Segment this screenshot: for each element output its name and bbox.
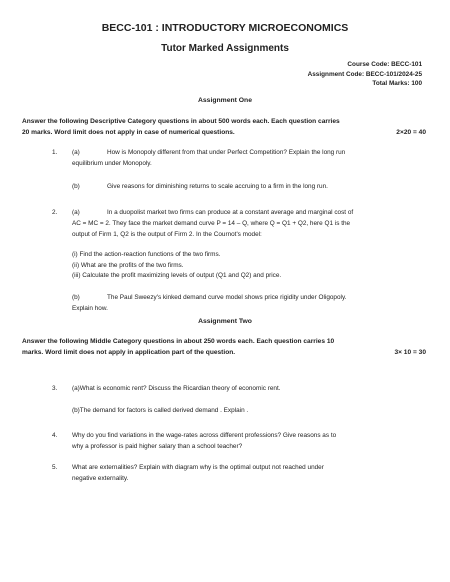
assignment-one-instructions	[22, 116, 426, 138]
document-title: Tutor Marked Assignments	[161, 43, 289, 54]
part-label: (a)	[72, 149, 80, 156]
question-1b	[72, 181, 432, 192]
subpart-ii: (ii) What are the profits of the two firms.	[72, 261, 184, 269]
subpart-i: (i) Find the action-reaction functions of the two firms.	[72, 251, 221, 258]
question-2a-subparts	[72, 250, 432, 282]
question-text: In a duopolist market two firms can produce at a constant average and marginal cost of	[107, 209, 354, 216]
question-text: why a professor is paid higher salary than a school teacher?	[72, 443, 243, 450]
question-text: Give reasons for diminishing returns to scale accruing to a firm in the long run.	[107, 183, 328, 190]
question-number: 5.	[52, 464, 58, 471]
marks-allocation: 2×20 = 40	[396, 129, 426, 136]
instruction-line: Answer the following Descriptive Category questions in about 500 words each. Each question carries	[22, 118, 340, 125]
question-1a	[52, 147, 432, 169]
instruction-line: marks. Word limit does not apply in application part of the question.	[22, 349, 236, 356]
question-text: What are externalities? Explain with diagram why is the optimal output not reached under	[72, 464, 324, 471]
question-text: Explain how.	[72, 305, 108, 312]
assignment-two-heading: Assignment Two	[198, 318, 252, 325]
question-text: The Paul Sweezy's kinked demand curve model shows price rigidity under Oligopoly.	[107, 294, 347, 301]
instruction-line: Answer the following Middle Category questions in about 250 words each. Each question carries 10	[22, 338, 335, 345]
question-text: Why do you find variations in the wage-rates across different professions? Give reasons as to	[72, 432, 337, 439]
question-text: AC = MC = 2. They face the market demand curve P = 14 – Q, where Q = Q1 + Q2, here Q1 is the	[72, 220, 351, 227]
assignment-two-instructions	[22, 336, 426, 358]
course-title: BECC-101 : INTRODUCTORY MICROECONOMICS	[101, 22, 349, 34]
part-label: (a)	[72, 209, 80, 216]
part-label: (b)	[72, 294, 80, 301]
assignment-one-heading: Assignment One	[197, 97, 252, 104]
course-code: Course Code: BECC-101	[347, 61, 422, 68]
question-2b	[72, 292, 432, 314]
instruction-line: 20 marks. Word limit does not apply in case of numerical questions.	[22, 129, 235, 136]
total-marks: Total Marks: 100	[372, 80, 422, 87]
assignment-code: Assignment Code: BECC-101/2024-25	[307, 70, 422, 78]
question-3a	[52, 383, 432, 394]
question-text: (a)What is economic rent? Discuss the Ricardian theory of economic rent.	[72, 385, 281, 392]
question-text: negative externality.	[72, 475, 129, 482]
question-3b	[72, 405, 432, 416]
question-text: equilibrium under Monopoly.	[72, 160, 152, 167]
subpart-iii: (iii) Calculate the profit maximizing levels of output (Q1 and Q2) and price.	[72, 272, 282, 279]
course-codes-block	[308, 60, 422, 89]
question-text: (b)The demand for factors is called derived demand . Explain .	[72, 407, 249, 414]
question-number: 3.	[52, 385, 58, 392]
question-text: How is Monopoly different from that under Perfect Competition? Explain the long run	[107, 149, 346, 156]
marks-allocation: 3× 10 = 30	[394, 349, 426, 356]
question-text: output of Firm 1, Q2 is the output of Firm 2. In the Cournot's model:	[72, 231, 262, 238]
question-number: 4.	[52, 432, 58, 439]
question-4	[52, 430, 437, 452]
question-number: 2.	[52, 209, 58, 216]
question-2a	[52, 207, 437, 240]
part-label: (b)	[72, 183, 80, 190]
question-number: 1.	[52, 149, 58, 156]
question-5	[52, 462, 437, 484]
